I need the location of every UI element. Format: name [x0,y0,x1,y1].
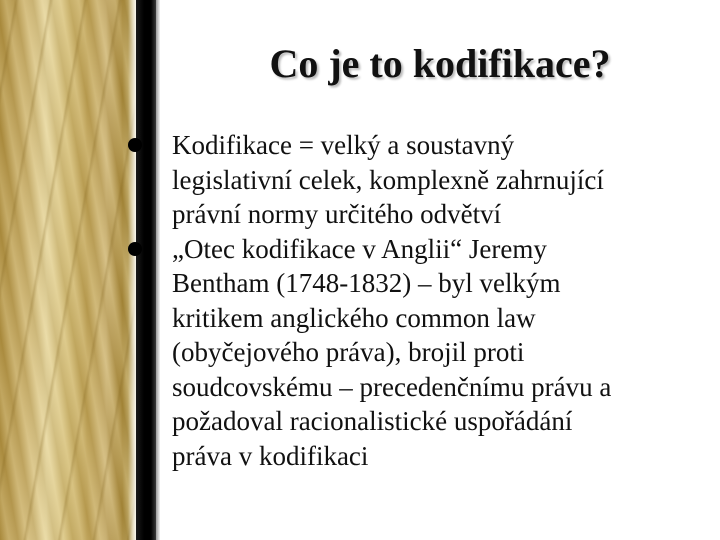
bullet-dot-icon [128,138,142,152]
bullet-text: „Otec kodifikace v Anglii“ Jeremy Bentham (1748-1832) – byl velkým kritikem anglického common law (obyčejového práva), brojil proti soudcovskému – precedenčnímu právu a požadoval racionalistické uspořádání práva v kodifikaci [172,233,612,471]
bullet-item-definition [128,128,708,232]
bullet-list [128,128,708,473]
bullet-item-bentham [128,232,708,474]
slide-title: Co je to kodifikace? [269,41,611,86]
gold-decorative-column [0,0,136,540]
bullet-dot-icon [128,242,142,256]
bullet-text: Kodifikace = velký a soustavný legislativní celek, komplexně zahrnující právní normy určitého odvětví [172,130,604,229]
